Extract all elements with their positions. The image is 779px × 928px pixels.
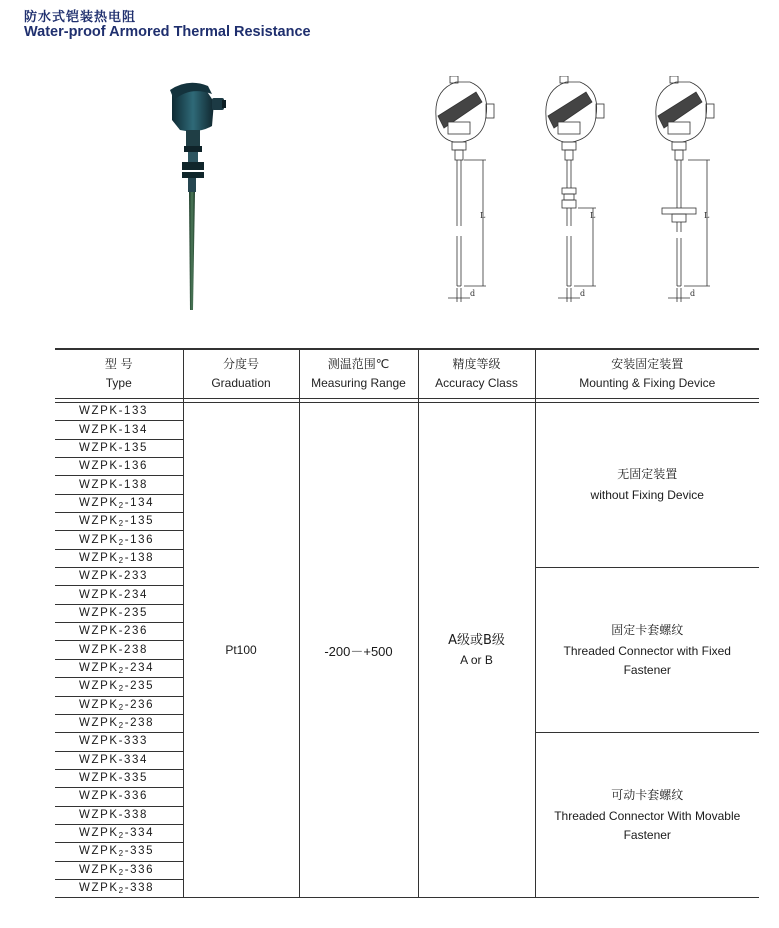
type-cell: $WZPK_2-136$ — [55, 531, 183, 549]
type-cell: WZPK-135 — [55, 439, 183, 457]
accuracy-cell: A级或B级 A or B — [418, 403, 535, 898]
drawing-movable-fastener — [656, 76, 714, 302]
dim-label-l-1: L — [480, 211, 486, 220]
range-cell: -200－+500 — [299, 403, 418, 898]
type-cell: WZPK-336 — [55, 788, 183, 806]
type-cell: WZPK-333 — [55, 733, 183, 751]
dim-label-d-3: d — [690, 289, 696, 298]
column-header-type: 型 号 Type — [55, 349, 183, 399]
page-title-en: Water-proof Armored Thermal Resistance — [24, 24, 311, 40]
type-cell: WZPK-334 — [55, 751, 183, 769]
type-cell: $WZPK_2-238$ — [55, 714, 183, 732]
type-cell: $WZPK_2-334$ — [55, 824, 183, 842]
table-row — [55, 403, 759, 421]
type-cell: $WZPK_2-335$ — [55, 843, 183, 861]
dim-label-d-1: d — [470, 289, 476, 298]
column-header-graduation: 分度号 Graduation — [183, 349, 299, 399]
type-cell: $WZPK_2-234$ — [55, 659, 183, 677]
type-cell: WZPK-335 — [55, 769, 183, 787]
type-cell: WZPK-136 — [55, 458, 183, 476]
spec-table — [55, 348, 759, 898]
type-cell: WZPK-235 — [55, 604, 183, 622]
type-cell: $WZPK_2-336$ — [55, 861, 183, 879]
type-cell: WZPK-236 — [55, 623, 183, 641]
type-cell: WZPK-234 — [55, 586, 183, 604]
graduation-cell: Pt100 — [183, 403, 299, 898]
dim-label-l-2: L — [590, 211, 596, 220]
type-cell: WZPK-138 — [55, 476, 183, 494]
column-header-range: 测温范围℃ Measuring Range — [299, 349, 418, 399]
type-cell: $WZPK_2-236$ — [55, 696, 183, 714]
product-photo — [158, 80, 238, 312]
column-header-accuracy: 精度等级 Accuracy Class — [418, 349, 535, 399]
dim-label-d-2: d — [580, 289, 586, 298]
drawing-no-fixing — [436, 76, 494, 302]
type-cell: $WZPK_2-138$ — [55, 549, 183, 567]
column-header-mounting: 安装固定装置 Mounting & Fixing Device — [535, 349, 759, 399]
page-title-cn: 防水式铠装热电阻 — [24, 10, 137, 25]
dim-label-l-3: L — [704, 211, 710, 220]
type-cell: $WZPK_2-338$ — [55, 879, 183, 897]
type-cell: $WZPK_2-134$ — [55, 494, 183, 512]
mounting-cell: 可动卡套螺纹 Threaded Connector With Movable Fastener — [535, 733, 759, 898]
drawing-fixed-fastener — [546, 76, 604, 302]
table-body — [55, 399, 759, 898]
type-cell: WZPK-133 — [55, 403, 183, 421]
type-cell: WZPK-233 — [55, 568, 183, 586]
type-cell: WZPK-238 — [55, 641, 183, 659]
mounting-cell: 无固定装置 without Fixing Device — [535, 403, 759, 568]
type-cell: $WZPK_2-135$ — [55, 513, 183, 531]
mounting-cell: 固定卡套螺纹 Threaded Connector with Fixed Fastener — [535, 568, 759, 733]
type-cell: WZPK-338 — [55, 806, 183, 824]
table-header-row — [55, 349, 759, 399]
type-cell: WZPK-134 — [55, 421, 183, 439]
dimension-drawings — [428, 76, 728, 310]
type-cell: $WZPK_2-235$ — [55, 678, 183, 696]
